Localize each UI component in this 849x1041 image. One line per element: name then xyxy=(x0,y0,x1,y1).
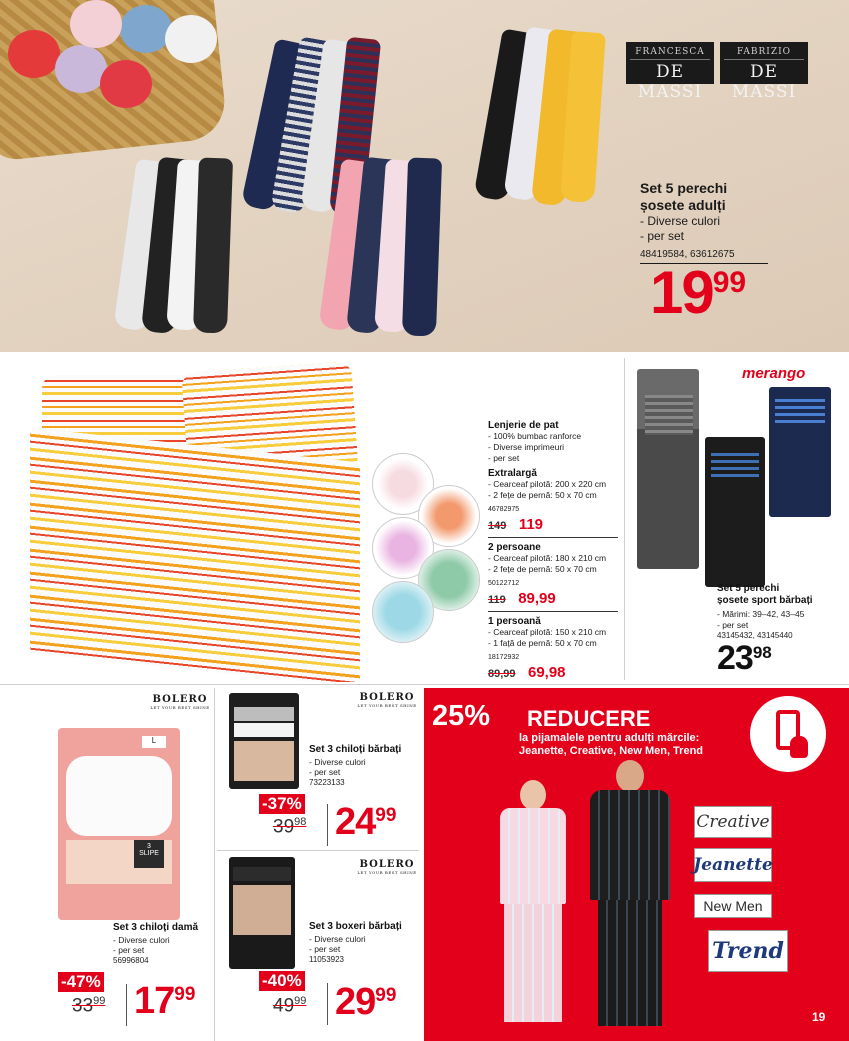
bedding-line-2: - Diverse imprimeuri xyxy=(488,442,565,452)
hero-product-title xyxy=(640,180,727,214)
duvet-cover-image xyxy=(30,428,360,682)
men-briefs-new-dec: 99 xyxy=(375,805,397,826)
model-image xyxy=(233,885,291,935)
men-briefs-old-price xyxy=(273,816,306,838)
promo-percent: 25% xyxy=(432,700,491,732)
brief-grey xyxy=(234,707,294,721)
man-pajama-top xyxy=(590,790,670,900)
brand-trend: Trend xyxy=(712,938,784,964)
pajama-promo-section xyxy=(424,688,849,1041)
merango-per-set: - per set xyxy=(717,620,749,630)
bedding-option-2-price xyxy=(488,590,618,608)
vertical-divider xyxy=(214,688,215,1041)
brand-logo-fabrizio-de-massi xyxy=(720,42,808,102)
horizontal-divider xyxy=(217,850,419,851)
brand-card-trend xyxy=(708,930,788,972)
bolero-name: BOLERO xyxy=(359,859,415,870)
men-boxers-code: 11053923 xyxy=(309,955,344,964)
bedding-option-3-new-price: 69,98 xyxy=(527,664,566,681)
brief-white xyxy=(234,723,294,737)
merango-title-line2: șosete sport bărbați xyxy=(717,595,813,606)
hero-price xyxy=(650,258,746,327)
bedding-option-2-line-2: - 2 fețe de pernă: 50 x 70 cm xyxy=(488,564,597,574)
merango-price xyxy=(717,639,772,678)
brand-logo-francesca-de-massi xyxy=(626,42,714,102)
finger-shape xyxy=(790,736,808,758)
bedding-option-1-old-price: 149 xyxy=(488,520,507,532)
men-boxers-discount: -40% xyxy=(259,971,305,991)
bedding-line-3: - per set xyxy=(488,453,520,463)
bedding-option-1-line-2: - 2 fețe de pernă: 50 x 70 cm xyxy=(488,490,597,500)
bedding-info xyxy=(488,420,618,682)
man-head xyxy=(616,760,644,792)
pack-size: L xyxy=(142,736,166,748)
men-boxers-title: Set 3 boxeri bărbați xyxy=(309,921,402,932)
women-briefs-old-int: 33 xyxy=(72,995,94,1017)
women-briefs-code: 56996804 xyxy=(113,956,149,965)
men-briefs-new-price xyxy=(335,801,396,844)
bolero-logo xyxy=(357,859,417,875)
bedding-option-1-code: 46782975 xyxy=(488,506,520,513)
woman-pajama-pants xyxy=(504,904,562,1022)
bolero-logo xyxy=(357,692,417,708)
bedding-option-3-code: 18172932 xyxy=(488,654,520,661)
men-briefs-per-set: - per set xyxy=(309,767,341,777)
men-boxers-colors: - Diverse culori xyxy=(309,934,366,944)
women-briefs-title: Set 3 chiloți damă xyxy=(113,922,199,933)
men-boxers-package-image xyxy=(229,857,295,969)
boxer-black xyxy=(233,867,291,881)
bolero-tagline: LET YOUR BEST SHINE xyxy=(150,705,210,710)
women-briefs-new-dec: 99 xyxy=(174,984,196,1005)
brand-left-small: FRANCESCA xyxy=(635,47,705,57)
bedding-option-2-new-price: 89,99 xyxy=(518,590,556,607)
men-boxers-per-set: - per set xyxy=(309,944,341,954)
bedding-option-3-name: 1 persoană xyxy=(488,616,541,627)
rolled-sock-blue xyxy=(120,5,172,53)
woman-head xyxy=(520,780,546,810)
price-divider xyxy=(126,984,127,1026)
price-divider xyxy=(327,804,328,846)
hero-price-dec: 99 xyxy=(712,266,747,299)
merango-title-line1: Set 5 perechi xyxy=(717,583,780,594)
rolled-sock-red-2 xyxy=(100,60,152,108)
men-boxers-section xyxy=(217,853,419,1041)
brand-right-large: DE MASSI xyxy=(724,59,804,102)
sock-pack-black-stripes xyxy=(711,453,759,479)
brand-jeanette: Jeanette xyxy=(693,855,773,875)
women-briefs-section xyxy=(0,688,212,1041)
brand-card-new-men xyxy=(694,894,772,918)
women-briefs-colors: - Diverse culori xyxy=(113,935,170,945)
bedding-title: Lenjerie de pat xyxy=(488,420,559,431)
men-boxers-new-price xyxy=(335,981,396,1024)
women-briefs-old-price xyxy=(72,995,105,1017)
brand-card-creative xyxy=(694,806,772,838)
hero-title-line1: Set 5 perechi xyxy=(640,180,728,196)
brand-new-men: New Men xyxy=(703,898,763,914)
vertical-divider xyxy=(624,358,625,680)
merango-price-int: 23 xyxy=(717,639,753,677)
bedding-option-2-code: 50122712 xyxy=(488,580,520,587)
bolero-name: BOLERO xyxy=(152,694,208,705)
socks-hero-section xyxy=(0,0,849,352)
bedding-option-2-old-price: 119 xyxy=(488,594,506,606)
rolled-sock-white xyxy=(165,15,217,63)
hero-detail-per-set: - per set xyxy=(640,229,685,243)
brand-card-jeanette xyxy=(694,848,772,882)
rolled-sock-pink xyxy=(70,0,122,48)
hero-detail-colors: - Diverse culori xyxy=(640,214,721,228)
page-number: 19 xyxy=(812,1010,826,1024)
man-pajama-pants xyxy=(598,900,662,1026)
bolero-logo xyxy=(150,694,210,710)
brand-left-large: DE MASSI xyxy=(630,59,710,102)
men-boxers-old-dec: 99 xyxy=(294,995,307,1007)
women-briefs-discount: -47% xyxy=(58,972,104,992)
model-image xyxy=(234,741,294,781)
men-briefs-old-int: 39 xyxy=(273,816,295,838)
sock-navy-hearts xyxy=(402,157,442,336)
bedding-line-1: - 100% bumbac ranforce xyxy=(488,431,582,441)
merango-codes: 43145432, 43145440 xyxy=(717,631,793,640)
bolero-tagline: LET YOUR BEST SHINE xyxy=(357,870,417,875)
bedding-option-3-line-1: - Cearceaf pilotă: 150 x 210 cm xyxy=(488,627,607,637)
divider xyxy=(488,537,618,538)
men-boxers-old-int: 49 xyxy=(273,995,295,1017)
men-briefs-code: 73223133 xyxy=(309,778,345,787)
men-briefs-title: Set 3 chiloți bărbați xyxy=(309,744,402,755)
merango-sizes: - Mărimi: 39–42, 43–45 xyxy=(717,609,805,619)
bedding-option-3-line-2: - 1 față de pernă: 50 x 70 cm xyxy=(488,638,597,648)
promo-label: REDUCERE xyxy=(527,706,651,731)
men-briefs-discount: -37% xyxy=(259,794,305,814)
bedding-option-2-line-1: - Cearceaf pilotă: 180 x 210 cm xyxy=(488,553,607,563)
women-briefs-per-set: - per set xyxy=(113,945,145,955)
pack-badge xyxy=(134,840,164,868)
men-briefs-new-int: 24 xyxy=(335,801,376,843)
bedding-option-1-line-1: - Cearceaf pilotă: 200 x 220 cm xyxy=(488,479,607,489)
men-briefs-package-image xyxy=(229,693,299,789)
women-briefs-package-image xyxy=(58,728,180,920)
rolled-sock-red xyxy=(8,30,60,78)
promo-sub-line2: Jeanette, Creative, New Men, Trend xyxy=(519,745,704,757)
promo-sub-line1: la pijamalele pentru adulți mărcile: xyxy=(519,732,700,744)
bedding-option-1-new-price: 119 xyxy=(518,516,544,533)
bolero-tagline: LET YOUR BEST SHINE xyxy=(357,703,417,708)
bedding-option-3-price xyxy=(488,664,618,682)
phone-tap-icon xyxy=(750,696,826,772)
pack-qty: 3 xyxy=(147,843,151,850)
merango-logo: merango xyxy=(742,365,806,382)
bedding-section xyxy=(0,355,622,682)
women-briefs-new-price xyxy=(134,980,195,1023)
men-boxers-old-price xyxy=(273,995,306,1017)
men-briefs-section xyxy=(217,688,419,848)
bolero-name: BOLERO xyxy=(359,692,415,703)
sock-black-pattern xyxy=(193,157,233,333)
merango-title xyxy=(717,583,813,607)
women-briefs-new-int: 17 xyxy=(134,980,175,1022)
sock-pack-grey-stripes xyxy=(645,395,693,435)
woman-pajama-image xyxy=(490,780,576,1028)
man-pajama-image xyxy=(582,760,678,1030)
hero-product-codes: 48419584, 63612675 xyxy=(640,249,768,264)
men-boxers-new-int: 29 xyxy=(335,981,376,1023)
promo-subtitle xyxy=(519,732,703,758)
pack-label: SLIPE xyxy=(139,850,159,857)
men-briefs-colors: - Diverse culori xyxy=(309,757,366,767)
woman-pajama-top xyxy=(500,808,566,904)
bedding-option-1-price xyxy=(488,516,618,534)
men-briefs-old-dec: 98 xyxy=(294,816,307,828)
divider xyxy=(488,611,618,612)
brand-right-small: FABRIZIO xyxy=(736,47,792,57)
brand-creative: Creative xyxy=(696,812,770,832)
merango-price-dec: 98 xyxy=(752,643,772,662)
briefs-white-stack xyxy=(66,756,172,836)
sport-socks-section xyxy=(627,355,849,682)
horizontal-divider xyxy=(0,684,849,685)
pattern-swatch-blue xyxy=(372,581,434,643)
women-briefs-old-dec: 99 xyxy=(93,995,106,1007)
bedding-option-2-name: 2 persoane xyxy=(488,542,541,553)
sock-pack-navy-stripes xyxy=(775,399,825,425)
bedding-option-1-name: Extralargă xyxy=(488,468,537,479)
hero-title-line2: șosete adulți xyxy=(640,197,726,213)
bedding-option-3-old-price: 89,99 xyxy=(488,668,516,680)
hero-price-int: 19 xyxy=(650,259,713,326)
price-divider xyxy=(327,983,328,1025)
men-boxers-new-dec: 99 xyxy=(375,985,397,1006)
